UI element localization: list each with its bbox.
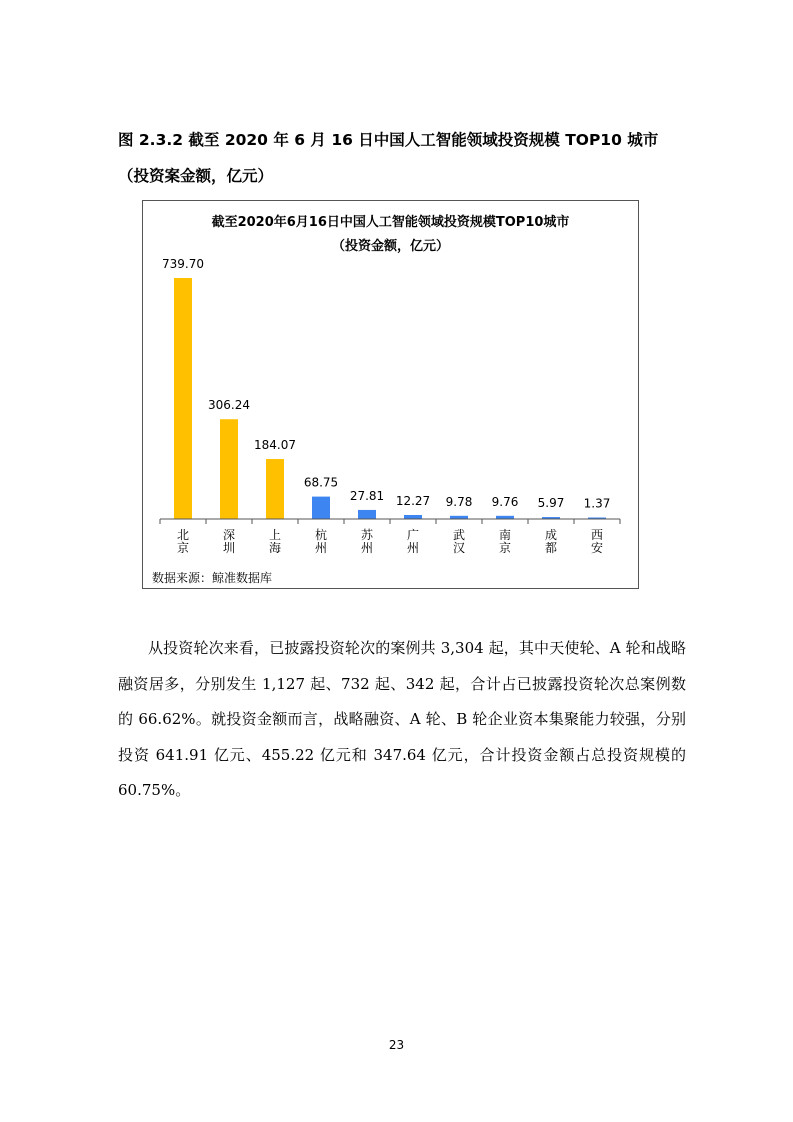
bar-0 [174,278,192,519]
bar-5 [404,515,422,519]
category-label: 北京 [176,528,190,555]
bar-3 [312,497,330,519]
category-label: 深圳 [222,528,236,555]
chart-subtitle: （投资金额，亿元） [331,239,449,254]
data-label: 739.70 [162,257,204,271]
category-label: 成都 [544,528,558,555]
data-label: 306.24 [208,398,250,413]
data-label: 27.81 [349,488,385,503]
bar-2 [266,459,284,519]
category-label: 广州 [406,528,420,555]
data-label: 12.27 [395,494,431,509]
body-paragraph [118,631,686,809]
category-label: 南京 [498,528,512,555]
data-label: 9.76 [491,494,519,509]
category-label: 武汉 [452,528,466,555]
data-label: 9.78 [445,494,473,509]
page-number: 23 [388,1038,405,1052]
figure-caption: 图 2.3.2 截至 2020 年 6 月 16 日中国人工智能领域投资规模 TOP10 城市（投资案金额，亿元） [118,131,659,185]
paragraph-text: 从投资轮次来看，已披露投资轮次的案例共 3,304 起，其中天使轮、A 轮和战略融资居多，分别发生 1,127 起、732 起、342 起，合计占已披露投资轮次总案例数的 66.62%。就投资金额而言，战略融资、A 轮、B 轮企业资本集聚能力较强，分别投资 641.91 亿元、455.22 亿元和 347.64 亿元，合计投资金额占总投资规模的 60.75%。 [118,639,686,799]
category-label: 杭州 [314,528,328,555]
chart-title: 截至2020年6月16日中国人工智能领域投资规模TOP10城市 [211,215,570,230]
category-label: 上海 [268,528,282,555]
chart-source: 数据来源：鲸准数据库 [152,571,273,585]
category-label: 西安 [590,528,604,555]
bar-1 [220,419,238,519]
bar-chart [143,201,638,588]
data-label: 1.37 [583,496,611,511]
bar-4 [358,510,376,519]
data-label: 68.75 [303,475,339,490]
category-label: 苏州 [360,528,374,555]
data-label: 5.97 [537,496,565,511]
chart-frame [142,200,639,589]
data-label: 184.07 [254,438,296,453]
